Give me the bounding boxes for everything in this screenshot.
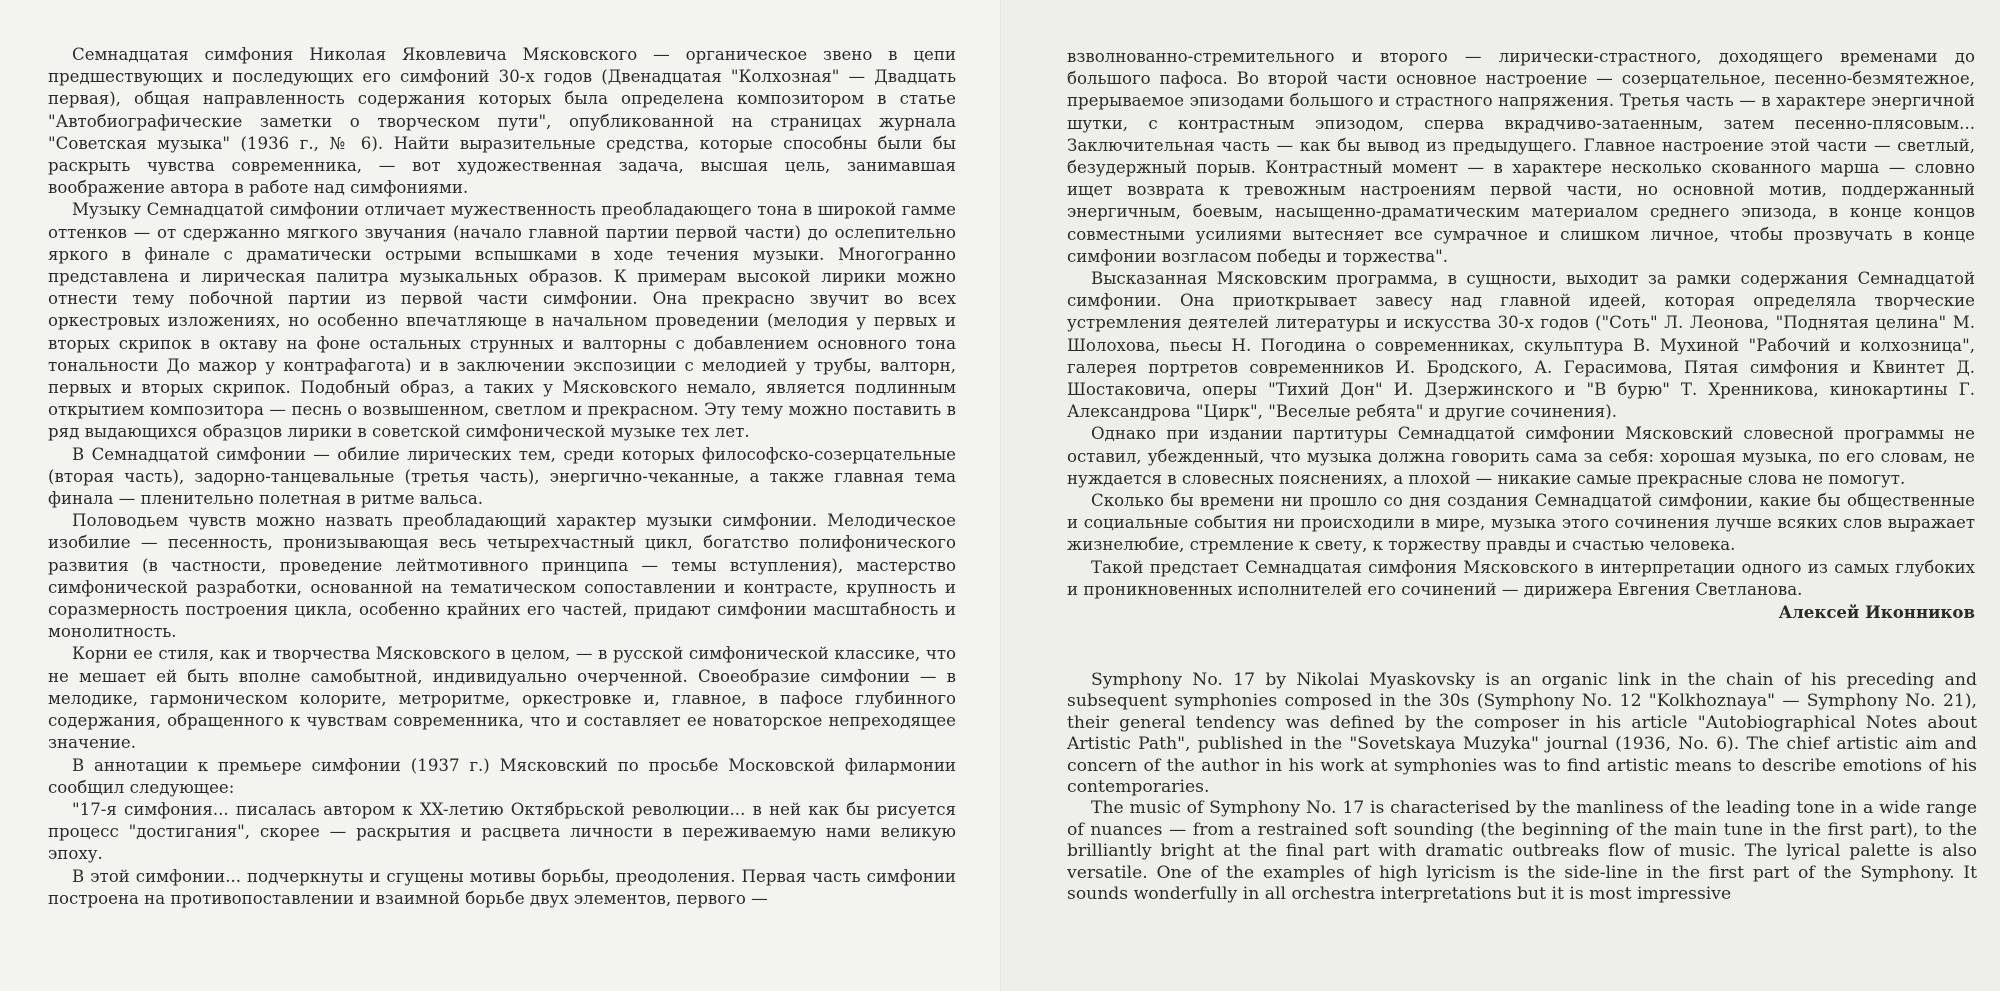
paragraph: Половодьем чувств можно назвать преобладающий характер музыки симфонии. Мелодическое изобилие — песенность, пронизывающая весь четырехчастный цикл, богатство полифонического развития (в частности, проведение лейтмотивного принципа — темы вступления), мастерство симфонической разработки, основанной на тематическом сопоставлении и контрасте, крупность и соразмерность построения цикла, особенно крайних его частей, придают симфонии масштабность и монолитность. <box>48 511 956 642</box>
author-signature: Алексей Иконников <box>1778 602 1975 623</box>
paragraph: В этой симфонии... подчеркнуты и сгущены мотивы борьбы, преодоления. Первая часть симфонии построена на противопоставлении и взаимной борьбе двух элементов, первого — <box>48 866 956 908</box>
paragraph: взволнованно-стремительного и второго — лирически-страстного, доходящего временами до большого пафоса. Во второй части основное настроение — созерцательное, песенно-безмятежное, прерываемое эпизодами большого и страстного напряжения. Третья часть — в характере энергичной шутки, с контрастным эпизодом, сперва вкрадчиво-затаенным, затем песенно-плясовым... Заключительная часть — как бы вывод из предыдущего. Главное настроение этой части — светлый, безудержный порыв. Контрастный момент — в характере несколько скованного марша — словно ищет возврата к тревожным настроениям первой части, но основной мотив, поддержанный энергичным, боевым, насыщенно-драматическим материалом среднего эпизода, в конце концов совместными усилиями вытесняет все сумрачное и слишком личное, чтобы прозвучать в конце симфонии возгласом победы и торжества". <box>1067 47 1975 266</box>
right-russian-column <box>1067 46 1975 623</box>
paragraph: Такой предстает Семнадцатая симфония Мясковского в интерпретации одного из самых глубоких и проникновенных исполнителей его сочинений — дирижера Евгения Светланова. <box>1067 557 1975 599</box>
paragraph: "17-я симфония... писалась автором к XX-летию Октябрьской революции... в ней как бы рисуется процесс "достигания", скорее — раскрытия и расцвета личности в переживаемую нами великую эпоху. <box>48 799 956 864</box>
paragraph: В аннотации к премьере симфонии (1937 г.) Мясковский по просьбе Московской филармонии сообщил следующее: <box>48 755 956 797</box>
paragraph: Музыку Семнадцатой симфонии отличает мужественность преобладающего тона в широкой гамме оттенков — от сдержанно мягкого звучания (начало главной партии первой части) до ослепительно яркого в финале с драматически острыми вспышками в ходе течения музыки. Многогранно представлена и лирическая палитра музыкальных образов. К примерам высокой лирики можно отнести тему побочной партии из первой части симфонии. Она прекрасно звучит во всех оркестровых изложениях, но особенно впечатляюще в начальном проведении (мелодия у первых и вторых скрипок в октаву на фоне остальных струнных и валторны с добавлением основного тона тональности До мажор у контрафагота) и в заключении экспозиции с мелодией у трубы, валторн, первых и вторых скрипок. Подобный образ, а таких у Мясковского немало, является подлинным открытием композитора — песнь о возвышенном, светлом и прекрасном. Эту тему можно поставить в ряд выдающихся образцов лирики в советской симфонической музыке тех лет. <box>48 200 956 442</box>
paragraph: Корни ее стиля, как и творчества Мясковского в целом, — в русской симфонической классике, что не мешает ей быть вполне самобытной, индивидуально очерченной. Своеобразие симфонии — в мелодике, гармоническом колорите, метроритме, оркестровке и, главное, в пафосе глубинного содержания, обращенного к чувствам современника, что и составляет ее новаторское непреходящее значение. <box>48 644 956 753</box>
paragraph: The music of Symphony No. 17 is characterised by the manliness of the leading tone in a wide range of nuances — from a restrained soft sounding (the beginning of the main tune in the first part), to the brilliantly bright at the final part with dramatic outbreaks flow of music. The lyrical palette is also versatile. One of the examples of high lyricism is the side-line in the first part of the Symphony. It sounds wonderfully in all orchestra interpretations but it is most impressive <box>1067 798 1977 905</box>
paragraph: Однако при издании партитуры Семнадцатой симфонии Мясковский словесной программы не оставил, убежденный, что музыка должна говорить сама за себя: хорошая музыка, по его словам, не нуждается в словесных пояснениях, а плохой — никакие самые прекрасные слова не помогут. <box>1067 424 1975 488</box>
right-page <box>1000 0 2000 991</box>
paragraph: Сколько бы времени ни прошло со дня создания Семнадцатой симфонии, какие бы общественные и социальные события ни происходили в мире, музыка этого сочинения лучше всяких слов выражает жизнелюбие, стремление к свету, к торжеству правды и счастью человека. <box>1067 491 1975 555</box>
right-english-column <box>1067 670 1977 905</box>
paragraph: Symphony No. 17 by Nikolai Myaskovsky is an organic link in the chain of his preceding and subsequent symphonies composed in the 30s (Symphony No. 12 "Kolkhoznaya" — Symphony No. 21), their general tendency was defined by the composer in his article "Autobiographical Notes about Artistic Path", published in the "Sovetskaya Muzyka" journal (1936, No. 6). The chief artistic aim and concern of the author in his work at symphonies was to find artistic means to describe emotions of his contemporaries. <box>1067 670 1977 798</box>
paragraph: Высказанная Мясковским программа, в сущности, выходит за рамки содержания Семнадцатой симфонии. Она приоткрывает завесу над главной идеей, которая определяла творческие устремления деятелей литературы и искусства 30-х годов ("Соть" Л. Леонова, "Поднятая целина" М. Шолохова, пьесы Н. Погодина о современниках, скульптура В. Мухиной "Рабочий и колхозница", галерея портретов современников И. Бродского, А. Герасимова, Пятая симфония и Квинтет Д. Шостаковича, оперы "Тихий Дон" И. Дзержинского и "В бурю" Т. Хренникова, кинокартины Г. Александрова "Цирк", "Веселые ребята" и другие сочинения). <box>1067 269 1975 422</box>
paragraph: Семнадцатая симфония Николая Яковлевича Мясковского — органическое звено в цепи предшествующих и последующих его симфоний 30-х годов (Двенадцатая "Колхозная" — Двадцать первая), общая направленность содержания которых была определена композитором в статье "Автобиографические заметки о творческом пути", опубликованной на страницах журнала "Советская музыка" (1936 г., № 6). Найти выразительные средства, которые способны были бы раскрыть чувства современника, — вот художественная задача, высшая цель, занимавшая воображение автора в работе над симфониями. <box>48 45 956 198</box>
left-text-column <box>48 44 956 910</box>
paragraph: В Семнадцатой симфонии — обилие лирических тем, среди которых философско-созерцательные (вторая часть), задорно-танцевальные (третья часть), энергично-чеканные, а также главная тема финала — пленительно полетная в ритме вальса. <box>48 444 956 509</box>
